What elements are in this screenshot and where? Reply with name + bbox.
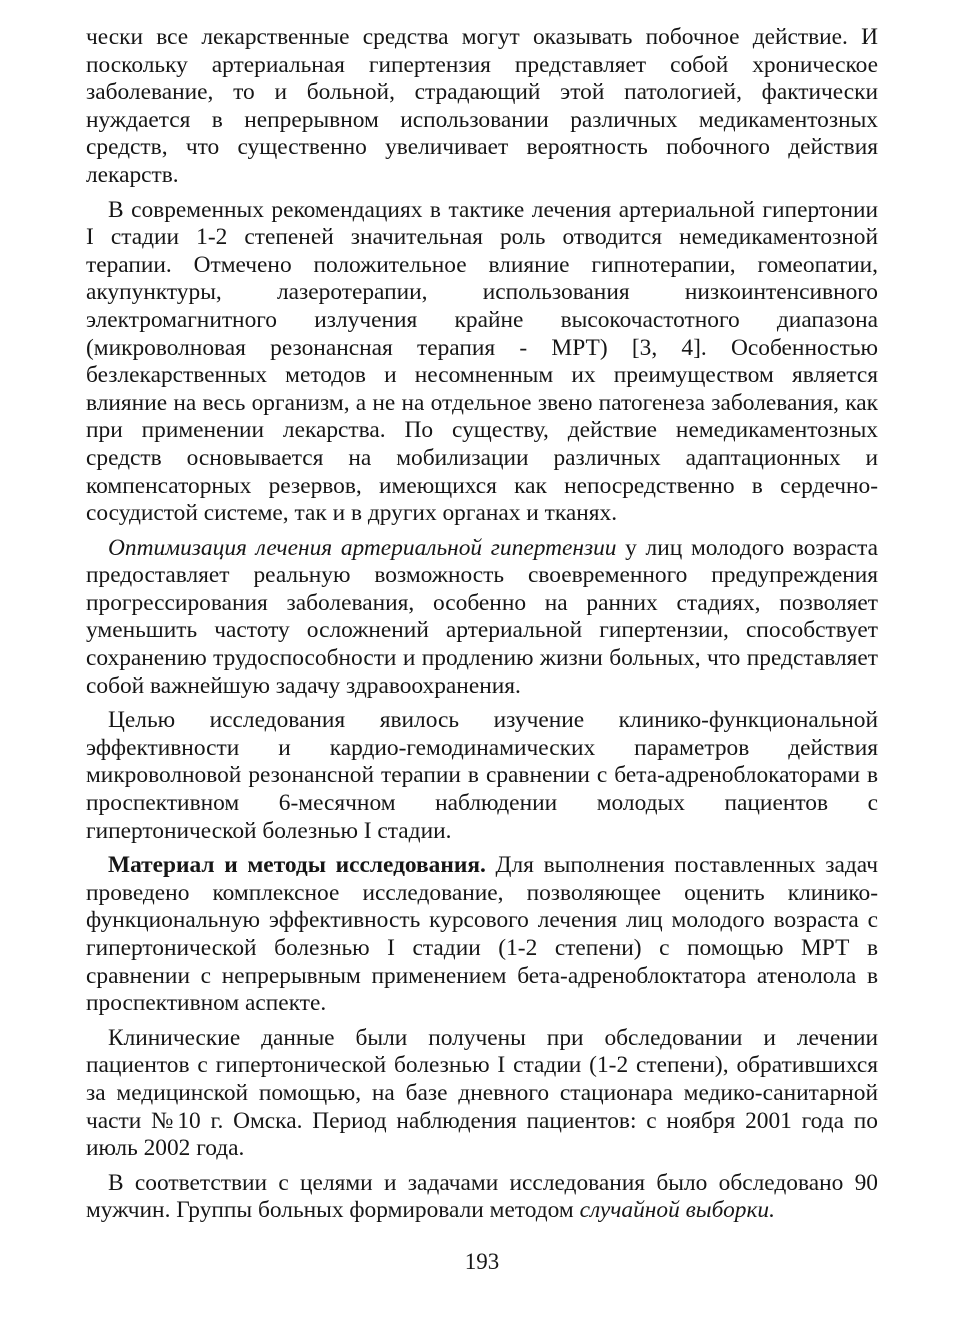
paragraph-4-text: Целью исследования явилось изучение клинико-функциональной эффективности и кардио-гемодинамических параметров действия микроволновой резонансной терапии в сравнении с бета-адреноблокаторами в проспективном 6-месячном наблюдении молодых пациентов с гипертонической болезнью I стадии. — [86, 707, 878, 844]
paragraph-7-italic-phrase: случайной выборки. — [579, 1197, 775, 1224]
page-number: 193 — [464, 1249, 500, 1274]
paragraph-2-text: В современных рекомендациях в тактике лечения артериальной гипертонии I стадии 1-2 степеней значительная роль отводится немедикаментозной терапии. Отмечено положительное влияние гипнотерапии, гомеопатии, акупунктуры, лазеротерапии, использования низкоинтенсивного электромагнитного излучения крайне высокочастотного диапазона (микроволновая резонансная терапия - МРТ) [3, 4]. Особенностью безлекарственных методов и несомненным их преимуществом является влияние на весь организм, а не на отдельное звено патогенеза заболевания, как при применении лекарства. По существу, действие немедикаментозных средств основывается на мобилизации различных адаптационных и компенсаторных резервов, имеющихся как непосредственно в сердечно-сосудистой системе, так и в других органах и тканях. — [86, 196, 878, 527]
paragraph-5-text: Для выполнения поставленных задач проведено комплексное исследование, позволяющее оценить клинико-функциональную эффективность курсового лечения лиц молодого возраста с гипертонической болезнью I стадии (1-2 степени) с помощью МРТ в сравнении с непрерывным применением бета-адреноблоктатора атенолола в проспективном аспекте. — [86, 852, 878, 1017]
section-heading-materials-methods: Материал и методы исследования. — [108, 852, 486, 879]
paragraph-7 — [86, 1170, 878, 1225]
paragraph-3-italic-phrase: Оптимизация лечения артериальной гипертензии — [108, 534, 617, 561]
paragraph-6 — [86, 1025, 878, 1163]
paragraph-1-text: чески все лекарственные средства могут оказывать побочное действие. И поскольку артериальная гипертензия представляет собой хроническое заболевание, то и больной, страдающий этой патологией, фактически нуждается в непрерывном использовании различных медикаментозных средств, что существенно увеличивает вероятность побочного действия лекарств. — [86, 24, 878, 188]
paragraph-2 — [86, 197, 878, 528]
paragraph-1 — [86, 24, 878, 190]
paragraph-3-text: у лиц молодого возраста предоставляет реальную возможность своевременного предупреждения прогрессирования заболевания, особенно на ранних стадиях, позволяет уменьшить частоту осложнений артериальной гипертензии, способствует сохранению трудоспособности и продлению жизни больных, что представляет собой важнейшую задачу здравоохранения. — [86, 534, 878, 699]
paragraph-7-text: В соответствии с целями и задачами исследования было обследовано 90 мужчин. Группы больных формировали методом — [86, 1169, 878, 1224]
paragraph-3 — [86, 535, 878, 701]
paragraph-4 — [86, 707, 878, 845]
paragraph-6-text: Клинические данные были получены при обследовании и лечении пациентов с гипертонической болезнью I стадии (1-2 степени), обратившихся за медицинской помощью, на базе дневного стационара медико-санитарной части №10 г. Омска. Период наблюдения пациентов: с ноября 2001 года по июль 2002 года. — [86, 1024, 878, 1162]
document-page — [86, 24, 878, 1304]
paragraph-5 — [86, 852, 878, 1018]
